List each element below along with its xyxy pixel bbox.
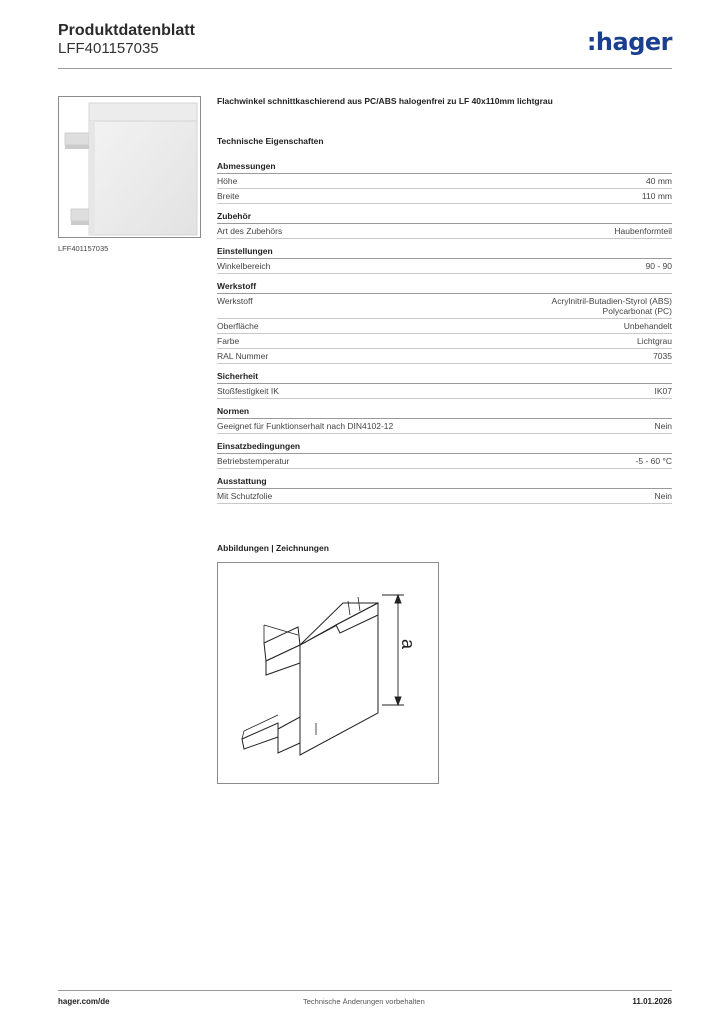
product-photo-icon — [59, 97, 200, 237]
property-label: Farbe — [217, 336, 240, 346]
property-group-title: Normen — [217, 406, 672, 419]
header-divider — [58, 68, 672, 69]
technical-properties-title: Technische Eigenschaften — [217, 136, 324, 146]
property-label: Winkelbereich — [217, 261, 271, 271]
page-header — [58, 22, 672, 68]
property-row — [217, 294, 672, 319]
property-group — [217, 371, 672, 399]
property-value — [624, 321, 672, 331]
property-group-title: Abmessungen — [217, 161, 672, 174]
property-value — [646, 176, 672, 186]
property-row — [217, 349, 672, 364]
property-row — [217, 419, 672, 434]
product-details — [217, 96, 672, 511]
property-group-title: Ausstattung — [217, 476, 672, 489]
property-value — [642, 191, 672, 201]
property-label: Werkstoff — [217, 296, 253, 306]
property-label: Betriebstemperatur — [217, 456, 290, 466]
property-value — [653, 351, 672, 361]
property-value — [655, 421, 672, 431]
property-value — [614, 226, 672, 236]
product-image — [58, 96, 201, 238]
product-image-caption: LFF401157035 — [58, 244, 109, 253]
property-row — [217, 189, 672, 204]
property-label: Mit Schutzfolie — [217, 491, 273, 501]
property-value — [655, 491, 672, 501]
property-value-line: 7035 — [653, 351, 672, 361]
property-group-title: Zubehör — [217, 211, 672, 224]
property-label: Stoßfestigkeit IK — [217, 386, 279, 396]
property-value-line: Nein — [654, 491, 672, 501]
property-value-line: Polycarbonat (PC) — [602, 306, 672, 316]
property-value — [637, 336, 672, 346]
dimension-label: a — [398, 639, 418, 650]
property-group — [217, 406, 672, 434]
property-value-line: 40 mm — [646, 176, 672, 186]
property-value-line: Haubenformteil — [614, 226, 672, 236]
technical-drawing — [217, 562, 439, 784]
property-value-line: Acrylnitril-Butadien-Styrol (ABS) — [551, 296, 672, 306]
property-group — [217, 246, 672, 274]
property-row — [217, 224, 672, 239]
footer-divider — [58, 990, 672, 991]
property-group — [217, 281, 672, 364]
property-group — [217, 161, 672, 204]
footer-website: hager.com/de — [58, 997, 110, 1006]
article-number: LFF401157035 — [58, 40, 159, 57]
property-group-title: Sicherheit — [217, 371, 672, 384]
property-group-title: Werkstoff — [217, 281, 672, 294]
property-value-line: 110 mm — [641, 191, 672, 201]
property-value — [636, 456, 672, 466]
property-value-line: -5 - 60 °C — [635, 456, 672, 466]
property-group-title: Einsatzbedingungen — [217, 441, 672, 454]
property-row — [217, 259, 672, 274]
property-group — [217, 211, 672, 239]
property-row — [217, 334, 672, 349]
document-title: Produktdatenblatt — [58, 22, 195, 39]
property-group-title: Einstellungen — [217, 246, 672, 259]
footer-date: 11.01.2026 — [632, 997, 672, 1006]
property-value-line: Unbehandelt — [623, 321, 672, 331]
product-description: Flachwinkel schnittkaschierend aus PC/ABS halogenfrei zu LF 40x110mm lichtgrau — [217, 96, 553, 106]
footer-notice: Technische Änderungen vorbehalten — [303, 997, 425, 1006]
property-row — [217, 319, 672, 334]
property-label: Höhe — [217, 176, 238, 186]
property-value-line: Lichtgrau — [637, 336, 672, 346]
property-row — [217, 454, 672, 469]
property-value — [552, 296, 672, 316]
property-label: Geeignet für Funktionserhalt nach DIN4102-12 — [217, 421, 394, 431]
flat-angle-drawing-icon — [218, 563, 438, 783]
drawings-title: Abbildungen | Zeichnungen — [217, 543, 329, 553]
property-value-line: IK07 — [654, 386, 672, 396]
property-group — [217, 441, 672, 469]
property-row — [217, 174, 672, 189]
property-label: Breite — [217, 191, 240, 201]
property-value — [646, 261, 672, 271]
property-row — [217, 489, 672, 504]
property-label: Art des Zubehörs — [217, 226, 283, 236]
property-label: RAL Nummer — [217, 351, 269, 361]
property-label: Oberfläche — [217, 321, 259, 331]
property-group — [217, 476, 672, 504]
property-value — [655, 386, 673, 396]
property-value-line: 90 - 90 — [645, 261, 672, 271]
property-row — [217, 384, 672, 399]
property-groups — [217, 161, 672, 504]
hager-logo: :hager — [586, 28, 672, 56]
property-value-line: Nein — [654, 421, 672, 431]
